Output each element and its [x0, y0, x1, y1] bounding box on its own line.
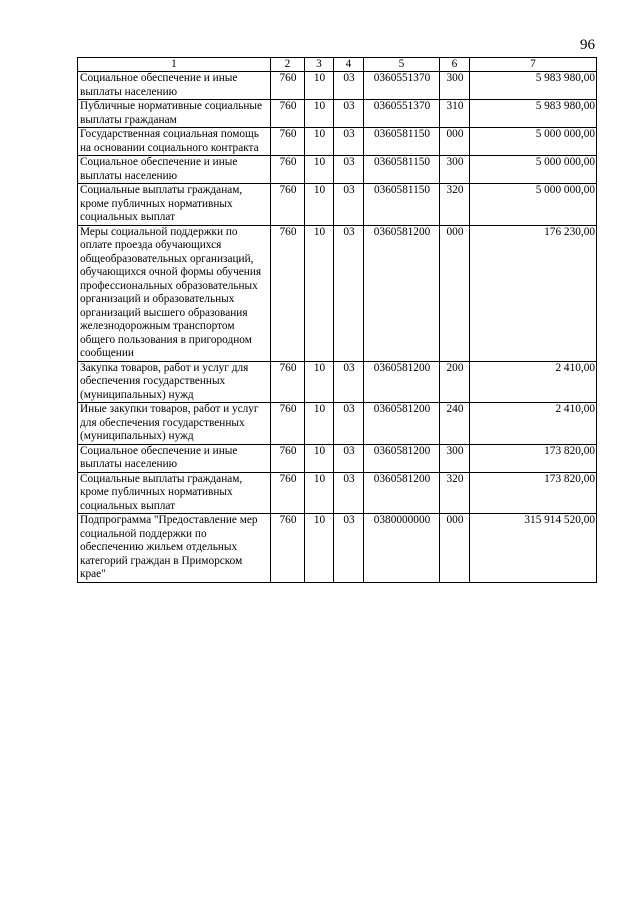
section-code-cell: 10	[305, 72, 334, 100]
subsection-code-cell: 03	[334, 403, 364, 445]
column-header: 7	[470, 58, 597, 72]
section-code-cell: 10	[305, 514, 334, 583]
expense-type-cell: 320	[440, 184, 470, 226]
ministry-code-cell: 760	[271, 100, 305, 128]
section-code-cell: 10	[305, 225, 334, 361]
table-row	[78, 184, 597, 226]
table-header-row	[78, 58, 597, 72]
section-code-cell: 10	[305, 128, 334, 156]
target-article-cell: 0360581200	[364, 225, 440, 361]
row-name-cell: Иные закупки товаров, работ и услуг для обеспечения государственных (муниципальных) нужд	[78, 403, 271, 445]
subsection-code-cell: 03	[334, 72, 364, 100]
expense-type-cell: 310	[440, 100, 470, 128]
table-row	[78, 444, 597, 472]
row-name-cell: Закупка товаров, работ и услуг для обеспечения государственных (муниципальных) нужд	[78, 361, 271, 403]
row-name-cell: Социальное обеспечение и иные выплаты населению	[78, 72, 271, 100]
section-code-cell: 10	[305, 444, 334, 472]
expense-type-cell: 200	[440, 361, 470, 403]
column-header: 2	[271, 58, 305, 72]
expense-type-cell: 300	[440, 156, 470, 184]
column-header: 1	[78, 58, 271, 72]
target-article-cell: 0360551370	[364, 100, 440, 128]
expense-type-cell: 240	[440, 403, 470, 445]
ministry-code-cell: 760	[271, 403, 305, 445]
amount-cell: 176 230,00	[470, 225, 597, 361]
amount-cell: 5 000 000,00	[470, 184, 597, 226]
subsection-code-cell: 03	[334, 444, 364, 472]
ministry-code-cell: 760	[271, 184, 305, 226]
ministry-code-cell: 760	[271, 472, 305, 514]
subsection-code-cell: 03	[334, 184, 364, 226]
ministry-code-cell: 760	[271, 361, 305, 403]
amount-cell: 5 983 980,00	[470, 72, 597, 100]
expense-type-cell: 320	[440, 472, 470, 514]
row-name-cell: Социальное обеспечение и иные выплаты населению	[78, 156, 271, 184]
subsection-code-cell: 03	[334, 514, 364, 583]
target-article-cell: 0360581200	[364, 444, 440, 472]
table-row	[78, 100, 597, 128]
row-name-cell: Государственная социальная помощь на основании социального контракта	[78, 128, 271, 156]
table-row	[78, 403, 597, 445]
target-article-cell: 0360551370	[364, 72, 440, 100]
table-row	[78, 156, 597, 184]
amount-cell: 173 820,00	[470, 444, 597, 472]
table-row	[78, 472, 597, 514]
ministry-code-cell: 760	[271, 444, 305, 472]
column-header: 4	[334, 58, 364, 72]
amount-cell: 5 983 980,00	[470, 100, 597, 128]
table-row	[78, 225, 597, 361]
amount-cell: 5 000 000,00	[470, 156, 597, 184]
row-name-cell: Социальные выплаты гражданам, кроме публичных нормативных социальных выплат	[78, 472, 271, 514]
ministry-code-cell: 760	[271, 128, 305, 156]
ministry-code-cell: 760	[271, 156, 305, 184]
subsection-code-cell: 03	[334, 472, 364, 514]
section-code-cell: 10	[305, 361, 334, 403]
expense-type-cell: 300	[440, 444, 470, 472]
column-header: 3	[305, 58, 334, 72]
row-name-cell: Меры социальной поддержки по оплате проезда обучающихся общеобразовательных организаций, обучающихся очной формы обучения профессиональных образовательных организаций и образовательных организаций высшего образования железнодорожным транспортом общего пользования в пригородном сообщении	[78, 225, 271, 361]
target-article-cell: 0360581200	[364, 403, 440, 445]
table-row	[78, 72, 597, 100]
section-code-cell: 10	[305, 403, 334, 445]
column-header: 5	[364, 58, 440, 72]
subsection-code-cell: 03	[334, 100, 364, 128]
subsection-code-cell: 03	[334, 156, 364, 184]
amount-cell: 173 820,00	[470, 472, 597, 514]
row-name-cell: Социальные выплаты гражданам, кроме публичных нормативных социальных выплат	[78, 184, 271, 226]
expense-type-cell: 300	[440, 72, 470, 100]
amount-cell: 315 914 520,00	[470, 514, 597, 583]
amount-cell: 2 410,00	[470, 403, 597, 445]
target-article-cell: 0360581150	[364, 128, 440, 156]
row-name-cell: Публичные нормативные социальные выплаты гражданам	[78, 100, 271, 128]
table-row	[78, 128, 597, 156]
section-code-cell: 10	[305, 184, 334, 226]
subsection-code-cell: 03	[334, 128, 364, 156]
amount-cell: 2 410,00	[470, 361, 597, 403]
target-article-cell: 0360581150	[364, 156, 440, 184]
budget-table	[77, 57, 597, 583]
expense-type-cell: 000	[440, 128, 470, 156]
subsection-code-cell: 03	[334, 361, 364, 403]
ministry-code-cell: 760	[271, 225, 305, 361]
row-name-cell: Социальное обеспечение и иные выплаты населению	[78, 444, 271, 472]
ministry-code-cell: 760	[271, 72, 305, 100]
table-row	[78, 361, 597, 403]
section-code-cell: 10	[305, 472, 334, 514]
target-article-cell: 0380000000	[364, 514, 440, 583]
target-article-cell: 0360581200	[364, 472, 440, 514]
column-header: 6	[440, 58, 470, 72]
expense-type-cell: 000	[440, 514, 470, 583]
target-article-cell: 0360581200	[364, 361, 440, 403]
subsection-code-cell: 03	[334, 225, 364, 361]
row-name-cell: Подпрограмма "Предоставление мер социальной поддержки по обеспечению жильем отдельных категорий граждан в Приморском крае"	[78, 514, 271, 583]
section-code-cell: 10	[305, 156, 334, 184]
section-code-cell: 10	[305, 100, 334, 128]
expense-type-cell: 000	[440, 225, 470, 361]
ministry-code-cell: 760	[271, 514, 305, 583]
target-article-cell: 0360581150	[364, 184, 440, 226]
page-number: 96	[580, 37, 595, 53]
amount-cell: 5 000 000,00	[470, 128, 597, 156]
table-row	[78, 514, 597, 583]
